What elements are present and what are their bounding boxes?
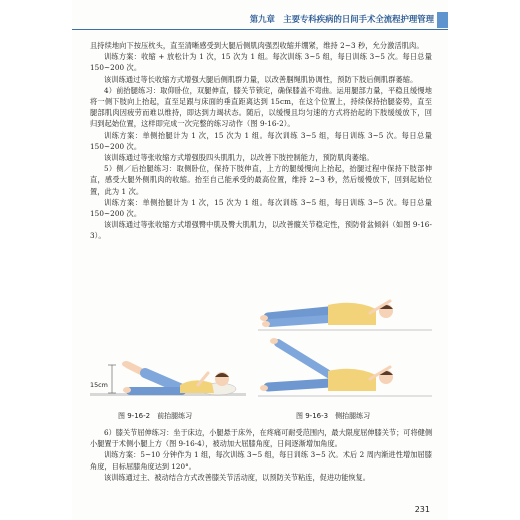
header-color-block <box>437 12 448 28</box>
front-leg-raise-illustration <box>90 331 246 411</box>
measure-label: 15cm <box>90 381 108 389</box>
side-leg-raise-illustration <box>258 291 432 409</box>
figures-area <box>90 291 432 421</box>
header-rule <box>72 29 448 30</box>
figure-caption: 图 9-16-3 侧抬腿练习 <box>296 412 371 420</box>
book-page <box>72 0 448 520</box>
paragraph: 6）膝关节屈伸练习：坐于床边，小腿悬于床外，在疼痛可耐受范围内，最大限度屈伸膝关节；可将健侧小腿置于术侧小腿上方（图 9-16-4），被动加大屈膝角度，日间逐渐增加角度。 <box>90 428 433 449</box>
paragraph: 训练方案：收缩 + 放松计为 1 次，15 次为 1 组。每次训练 3~5 组，每日训练 3~5 次。每日总量 150~200 次。 <box>90 52 432 73</box>
right-margin <box>448 0 520 520</box>
paragraph: 4）前抬腿练习：取仰卧位，双腿伸直，膝关节锁定，确保膝盖不弯曲。运用腿部力量，平稳且缓慢地将一侧下肢向上抬起，直至足跟与床面的垂直距离达到 15cm，在这个位置上，持续保持抬腿姿势，直至腿部肌肉因疲劳而难以维持，即达到力竭状态。随后，以缓慢且均匀速的方式将抬起的下肢缓缓放下，回归到起始位置，这样即完成一次完整的练习动作（图 9-16-2）。 <box>90 85 432 129</box>
paragraph: 该训练通过等张收缩方式增强臀中肌及臀大肌肌力，以改善髋关节稳定性，预防骨盆倾斜（如图 9-16-3）。 <box>90 220 432 241</box>
page-number: 231 <box>414 505 430 514</box>
left-margin <box>0 0 72 520</box>
paragraph: 训练方案：5~10 分钟作为 1 组，每次训练 3~5 组，每日训练 3~5 次。术后 2 周内渐进性增加屈膝角度，目标屈膝角度达到 120°。 <box>90 450 432 471</box>
figure-caption: 图 9-16-2 前抬腿练习 <box>118 412 193 420</box>
chapter-title: 第九章 主要专科疾病的日间手术全流程护理管理 <box>249 14 434 24</box>
running-header <box>72 8 448 30</box>
body-text-lower <box>90 427 432 483</box>
paragraph: 该训练通过等长收缩方式增强大腿后侧肌群力量，以改善腘绳肌协调性，预防下肢后侧肌群萎缩。 <box>104 74 418 84</box>
paragraph: 训练方案：单侧抬腿计为 1 次，15 次为 1 组。每次训练 3~5 组，每日训练 3~5 次。每日总量 150~200 次。 <box>90 130 432 151</box>
paragraph: 该训练通过主、被动结合方式改善膝关节活动度，以预防关节粘连，促进功能恢复。 <box>104 472 370 482</box>
paragraph: 该训练通过等张收缩方式增强股四头肌肌力，以改善下肢控制能力，预防肌肉萎缩。 <box>104 153 374 163</box>
body-text <box>90 40 432 242</box>
paragraph: 5）侧／后抬腿练习：取侧卧位，保持下肢伸直，上方的腿缓慢向上抬起，抬腿过程中保持下肢部伸直，感受大腿外侧肌肉的收缩。抬至自己能承受的最高位置，维持 2~3 秒，然后缓慢放下，回到起始位置，此为 1 次。 <box>90 164 432 196</box>
paragraph: 训练方案：单侧抬腿计为 1 次，15 次为 1 组。每次训练 3~5 组，每日训练 3~5 次。每日总量 150~200 次。 <box>90 197 432 219</box>
paragraph: 且持续地向下按压枕头，直至清晰感受到大腿后侧肌肉强烈收缩并绷紧，维持 2~3 秒，允分激活肌肉。 <box>90 41 424 50</box>
